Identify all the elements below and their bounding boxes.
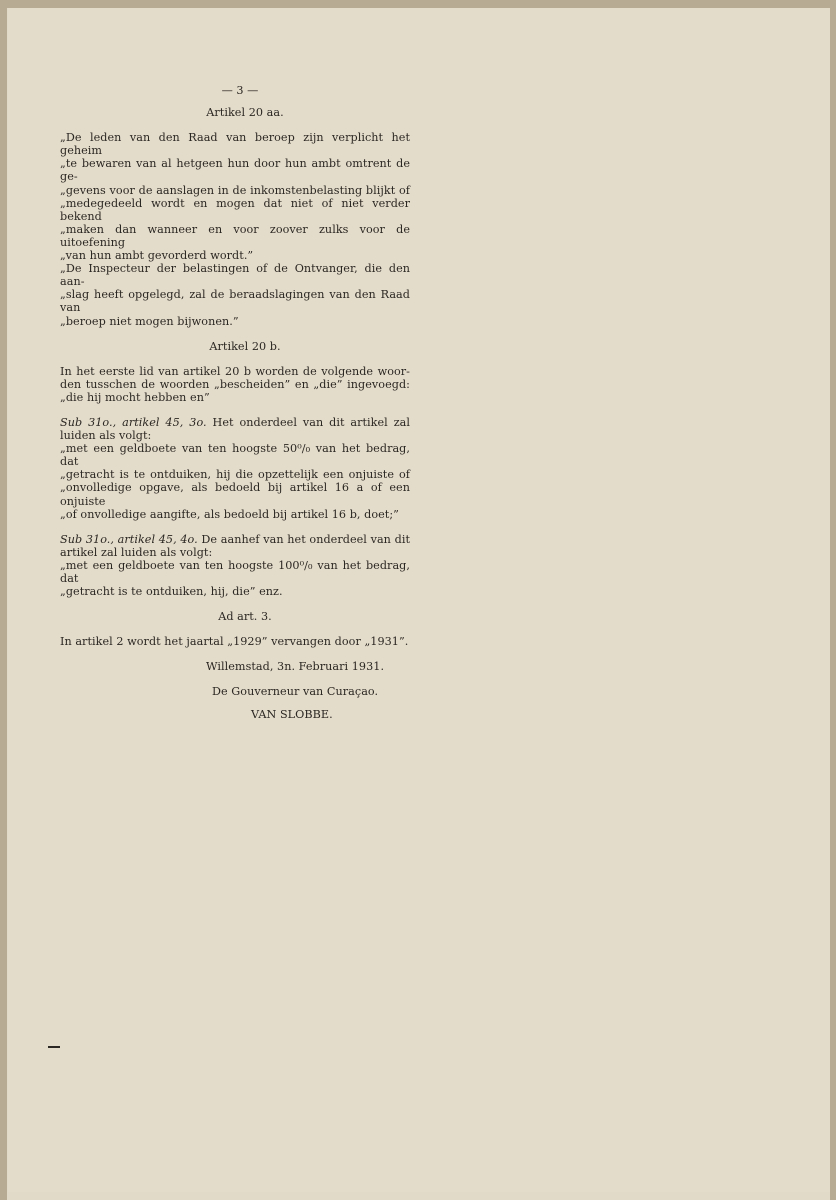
signatory-title: De Gouverneur van Curaçao. xyxy=(212,685,379,699)
text-line: „met een geldboete van ten hoogste 100⁰/₀ van het bedrag, dat xyxy=(60,558,410,585)
text-line: „getracht is te ontduiken, hij die opzettelijk een onjuiste of xyxy=(60,468,410,482)
sub-label: Sub 31o., artikel 45, 4o. xyxy=(60,532,198,546)
section-artikel-20aa xyxy=(60,131,410,327)
text-line: „De leden van den Raad van beroep zijn verplicht het geheim xyxy=(60,131,410,158)
text-line: „onvolledige opgave, als bedoeld bij artikel 16 a of een onjuiste xyxy=(60,481,410,508)
sub-text: Het onderdeel van dit artikel zal xyxy=(212,415,411,429)
text-line: „slag heeft opgelegd, zal de beraadslagingen van den Raad van xyxy=(60,288,410,315)
section-sub-3o xyxy=(60,416,410,521)
text-line: „beroep niet mogen bijwonen.” xyxy=(60,314,239,328)
text-line: „maken dan wanneer en voor zoover zulks voor de uitoefening xyxy=(60,222,410,249)
text-line: „te bewaren van al hetgeen hun door hun ambt omtrent de ge- xyxy=(60,157,410,184)
text-line: „die hij mocht hebben en” xyxy=(60,390,210,404)
text-line: den tusschen de woorden „bescheiden” en „die” ingevoegd: xyxy=(60,377,410,391)
section-artikel-20b xyxy=(60,365,410,404)
text-line: „met een geldboete van ten hoogste 50⁰/₀ van het bedrag, dat xyxy=(60,442,410,469)
text-ad-art-3: In artikel 2 wordt het jaartal „1929” vervangen door „1931”. xyxy=(60,635,409,649)
scan-border-left xyxy=(0,0,7,1200)
margin-mark xyxy=(48,1046,60,1048)
text-line: „gevens voor de aanslagen in de inkomstenbelasting blijkt of xyxy=(60,183,410,197)
heading-ad-art-3: Ad art. 3. xyxy=(218,610,272,624)
scan-border-top xyxy=(0,0,836,8)
text-line: „De Inspecteur der belastingen of de Ontvanger, die den aan- xyxy=(60,262,410,289)
scan-border-right xyxy=(830,0,836,1200)
section-sub-4o xyxy=(60,533,410,598)
signatory-name: VAN SLOBBE. xyxy=(251,707,333,721)
sub-text: De aanhef van het onderdeel van dit xyxy=(201,532,410,546)
text-line: „medegedeeld wordt en mogen dat niet of niet verder bekend xyxy=(60,196,410,223)
sub-label: Sub 31o., artikel 45, 3o. xyxy=(60,415,207,429)
text-line: luiden als volgt: xyxy=(60,429,152,443)
text-line: artikel zal luiden als volgt: xyxy=(60,545,213,559)
heading-artikel-20aa: Artikel 20 aa. xyxy=(206,106,284,120)
document-body xyxy=(60,84,410,721)
page-number: — 3 — xyxy=(221,84,259,97)
text-line: „of onvolledige aangifte, als bedoeld bij artikel 16 b, doet;” xyxy=(60,507,399,521)
text-line: In het eerste lid van artikel 20 b worden de volgende woor- xyxy=(60,364,410,378)
place-date: Willemstad, 3n. Februari 1931. xyxy=(206,660,385,674)
text-line xyxy=(60,533,410,546)
text-line xyxy=(60,416,410,429)
text-line: „van hun ambt gevorderd wordt.” xyxy=(60,249,254,263)
heading-artikel-20b: Artikel 20 b. xyxy=(209,339,281,353)
text-line: „getracht is te ontduiken, hij, die” enz. xyxy=(60,585,283,599)
